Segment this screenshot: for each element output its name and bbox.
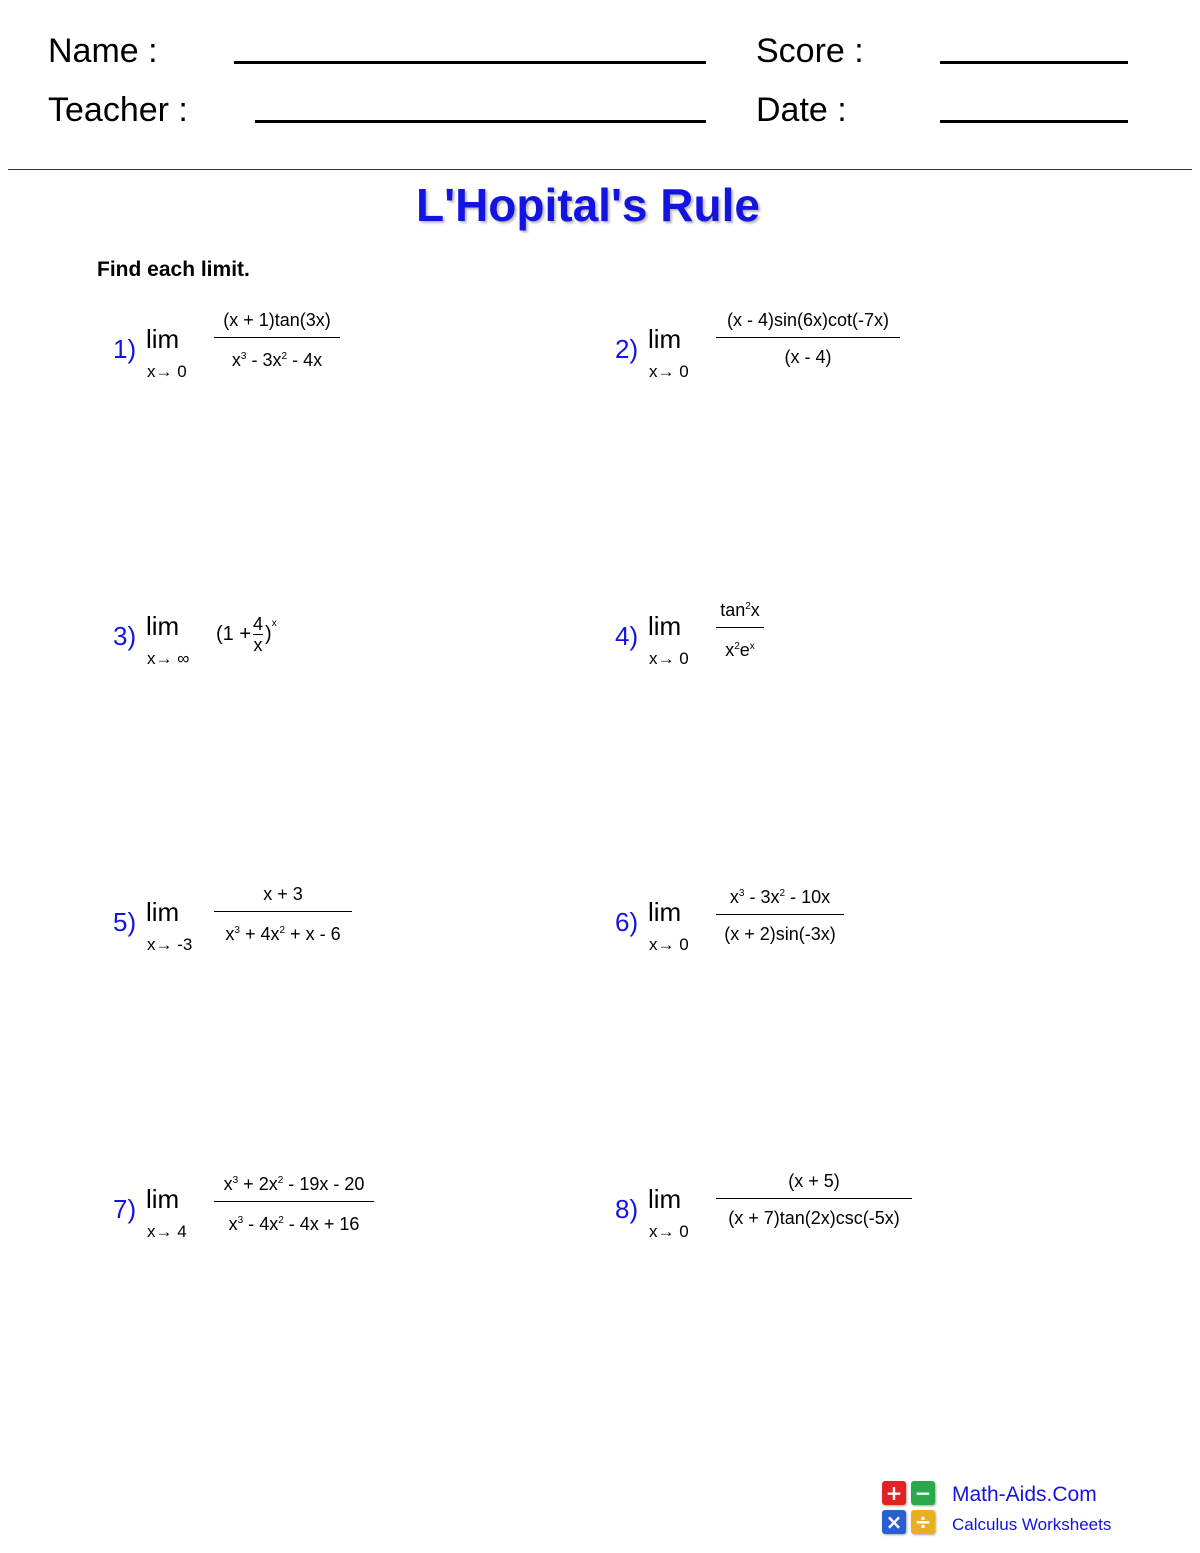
problem-3-lim: lim bbox=[146, 611, 180, 641]
problem-8-lim: lim bbox=[648, 1184, 682, 1214]
problem-8-denominator: (x + 7)tan(2x)csc(-5x) bbox=[716, 1198, 912, 1229]
problem-7-denominator: $x^3 - 4x^2 - 4x + 16$ bbox=[214, 1201, 374, 1235]
site-subtitle: Calculus Worksheets bbox=[952, 1515, 1112, 1534]
date-label: Date : bbox=[756, 91, 847, 129]
problem-8-expression bbox=[716, 1170, 912, 1229]
instructions: Find each limit. bbox=[97, 258, 250, 281]
problem-2-lim: lim bbox=[648, 324, 682, 354]
problem-5-number: 5) bbox=[113, 907, 137, 937]
problem-7-expression bbox=[214, 1170, 374, 1235]
problem-5-numerator: x + 3 bbox=[263, 884, 303, 904]
problem-6-denominator: (x + 2)sin(-3x) bbox=[716, 914, 844, 945]
problem-3-number: 3) bbox=[113, 621, 137, 651]
divide-icon: ÷ bbox=[911, 1510, 935, 1534]
problem-6-number: 6) bbox=[615, 907, 639, 937]
problem-1-denominator: $x^3 - 3x^2 - 4x$ bbox=[214, 337, 340, 371]
problem-7-approach: x→ 4 bbox=[147, 1222, 187, 1241]
problem-2-denominator: (x - 4) bbox=[716, 337, 900, 368]
problem-2-numerator: (x - 4)sin(6x)cot(-7x) bbox=[726, 310, 889, 330]
header-divider bbox=[8, 169, 1192, 170]
site-name-link[interactable]: Math-Aids.Com bbox=[952, 1483, 1097, 1506]
problem-1-number: 1) bbox=[113, 334, 137, 364]
problem-3-inner-fraction: $\frac{4}{x}$ bbox=[253, 614, 264, 656]
problem-1-lim: lim bbox=[146, 324, 180, 354]
problem-2-approach: x→ 0 bbox=[649, 362, 689, 381]
problem-7-lim: lim bbox=[146, 1184, 180, 1214]
problem-4-numerator: $\tan^2x$ bbox=[720, 600, 760, 620]
problem-8-number: 8) bbox=[615, 1194, 639, 1224]
problem-5-expression bbox=[214, 883, 352, 945]
problem-1-expression bbox=[214, 309, 340, 371]
problem-5-denominator: $x^3 + 4x^2 + x - 6$ bbox=[214, 911, 352, 945]
score-label: Score : bbox=[756, 32, 864, 70]
name-label: Name : bbox=[48, 32, 158, 70]
problem-8-numerator: (x + 5) bbox=[788, 1171, 840, 1191]
minus-icon: − bbox=[911, 1481, 935, 1505]
plus-icon: + bbox=[882, 1481, 906, 1505]
problem-7-numerator: $x^3 + 2x^2 - 19x - 20$ bbox=[223, 1174, 365, 1194]
problem-4-lim: lim bbox=[648, 611, 682, 641]
problem-3-expression: (1 + $\frac{4}{x}$ )$^x$ bbox=[216, 614, 277, 656]
problem-2-expression bbox=[716, 309, 900, 368]
problem-1-approach: x→ 0 bbox=[147, 362, 187, 381]
problem-5-approach: x→ -3 bbox=[147, 935, 193, 954]
worksheet-title: L'Hopital's Rule bbox=[416, 179, 760, 231]
score-blank[interactable] bbox=[940, 61, 1128, 64]
problem-3-approach: x→ ∞ bbox=[147, 649, 190, 668]
problem-7-number: 7) bbox=[113, 1194, 137, 1224]
teacher-label: Teacher : bbox=[48, 91, 188, 129]
teacher-blank[interactable] bbox=[255, 120, 706, 123]
problem-4-expression bbox=[716, 596, 764, 661]
problem-1-numerator: (x + 1)tan(3x) bbox=[223, 310, 331, 330]
problem-6-numerator: $x^3 - 3x^2 - 10x$ bbox=[729, 887, 831, 907]
date-blank[interactable] bbox=[940, 120, 1128, 123]
problem-4-approach: x→ 0 bbox=[649, 649, 689, 668]
math-aids-logo-icon bbox=[882, 1481, 938, 1537]
problem-5-lim: lim bbox=[146, 897, 180, 927]
problem-6-expression bbox=[716, 883, 844, 945]
problem-6-approach: x→ 0 bbox=[649, 935, 689, 954]
problem-4-number: 4) bbox=[615, 621, 639, 651]
times-icon: × bbox=[882, 1510, 906, 1534]
problem-2-number: 2) bbox=[615, 334, 639, 364]
problem-4-denominator: $x^2e^x$ bbox=[716, 627, 764, 661]
name-blank[interactable] bbox=[234, 61, 706, 64]
problem-6-lim: lim bbox=[648, 897, 682, 927]
problem-8-approach: x→ 0 bbox=[649, 1222, 689, 1241]
